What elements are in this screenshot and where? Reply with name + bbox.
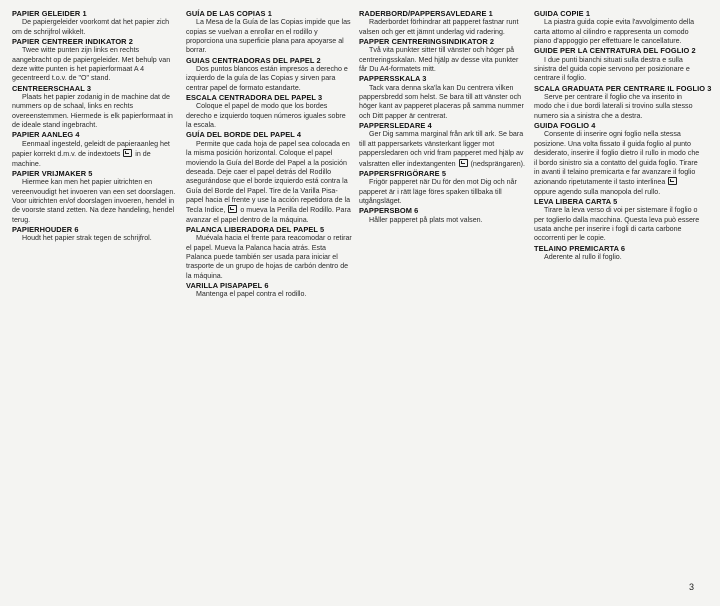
section-heading: TELAINO PREMICARTA 6	[534, 243, 626, 253]
section-heading: RADERBORD/PAPPERSAVLEDARE 1	[359, 9, 493, 18]
section-heading: PAPIER CENTREER INDIKATOR 2	[12, 37, 133, 47]
section-text: Ger Dig samma marginal från ark till ark. Se bara till att pappersarkets vänsterkant ligger mot pappersledaren och vrid fram papperet med hjälp av valsratten eller indextangenten (nedsprängaren).	[359, 130, 525, 168]
section-text: Eenmaal ingesteld, geleidt de papieraanleg het papier korrekt d.m.v. de indextoets in de machine.	[12, 139, 170, 168]
section-text: Dos puntos blancos están impresos a derecho e izquierdo de la guía de las Copias y sirven para centrar papel de formato estandarte.	[186, 65, 348, 92]
section	[186, 225, 352, 281]
section-text: Coloque el papel de modo que los bordes derecho e izquierdo toquen números iguales sobre la escala.	[186, 102, 346, 130]
section-heading: GUÍA DEL BORDE DEL PAPEL 4	[186, 130, 302, 140]
section-heading: VARILLA PISAPAPEL 6	[186, 280, 269, 290]
section	[534, 121, 700, 197]
section	[534, 83, 712, 121]
section-text: Aderente al rullo il foglio.	[544, 252, 622, 261]
section-text: Voor uitrichten en/of doorslagen invoeren, hendel in de voorste stand zetten. Na deze handeling, hendel terug.	[12, 196, 175, 224]
section-text: Hiermee kan men het papier uitrichten en vereenvoudigt het invoeren van een set doorslagen.	[12, 178, 176, 196]
section-text: Twee witte punten zijn links en rechts aangebracht op de papiergeleider. Met behulp van deze witte punten is het papierformaat A 4 gecentreerd t.o.v. de "O" stand.	[12, 46, 171, 83]
column-spanish	[186, 9, 352, 300]
section-heading: PAPIER VRIJMAKER 5	[12, 168, 93, 178]
section-text: La piastra guida copie evita l'avvolgimento della carta attorno al cilindro e rappresenta un comodo piano d'appoggio per effettuare le cancellature.	[534, 18, 695, 46]
section-heading: GUÍA DE LAS COPIAS 1	[186, 9, 272, 18]
section	[186, 93, 352, 130]
section-heading: PALANCA LIBERADORA DEL PAPEL 5	[186, 224, 325, 234]
section	[12, 225, 178, 244]
index-key-icon	[668, 177, 677, 185]
section-heading: PAPPER CENTRERINGSINDIKATOR 2	[359, 37, 495, 47]
section	[12, 169, 178, 225]
section-heading: GUIDA FOGLIO 4	[534, 121, 596, 131]
section-text: De papiergeleider voorkomt dat het papier zich om de schrijfrol wikkelt.	[12, 18, 170, 36]
section	[186, 281, 352, 300]
section	[12, 130, 178, 168]
section-text: Raderbordet förhindrar att papperet fastnar runt valsen och ger ett jämnt underlag vid radering.	[359, 18, 519, 36]
section-heading: PAPIER GELEIDER 1	[12, 9, 87, 18]
section-heading: GUIDA COPIE 1	[534, 9, 591, 18]
section-text: Tack vara denna ska'la kan Du centrera vilken pappersbredd som helst. Se bara till att vänster och höger kant av papperet placeras på samma nummer och Ditt papper är centrerat.	[359, 83, 524, 120]
section	[534, 46, 700, 83]
section	[359, 37, 525, 74]
section-text: Houdt het papier strak tegen de schrijfrol.	[22, 234, 152, 243]
section	[12, 84, 178, 131]
section	[359, 9, 525, 37]
section	[534, 9, 700, 46]
section-heading: PAPPERSFRIGÖRARE 5	[359, 168, 447, 178]
section	[534, 244, 700, 263]
column-dutch	[12, 9, 178, 244]
section-heading: SCALA GRADUATA PER CENTRARE IL FOGLIO 3	[534, 83, 712, 93]
column-swedish	[359, 9, 525, 225]
section-text: Tirare la leva verso di voi per sistemare il foglio o per toglierlo dalla macchina. Questa leva può essere usata anche per inserire i fogli di carta carbone occorrenti per le copie.	[534, 206, 700, 243]
section-text: Muévala hacia el frente para reacomodar o retirar el papel. Mueva la Palanca hacia atrás. Esta Palanca puede también ser usada para iniciar el trasporte de un grupo de hojas de carbón dentro de la máquina.	[186, 234, 352, 280]
section	[534, 197, 700, 244]
section	[12, 9, 178, 37]
section	[359, 206, 525, 225]
section-heading: PAPIER AANLEG 4	[12, 130, 80, 140]
index-key-icon	[228, 205, 237, 213]
section-heading: PAPPERSBOM 6	[359, 206, 419, 216]
section	[359, 121, 525, 169]
section-text: I due punti bianchi situati sulla destra e sulla sinistra del guida copie servono per posizionare e centrare il foglio.	[534, 55, 690, 83]
section-text: Frigör papperet när Du för den mot Dig och når papperet är i rätt läge föres spaken tillbaka till utgångsläget.	[359, 178, 517, 205]
section	[186, 56, 352, 93]
section-text: Plaats het papier zodanig in de machine dat de nummers op de schaal, links en rechts overeenstemmen. Hiermede is elk papierformaat in de ideale stand ingebracht.	[12, 93, 173, 130]
section-text: Permite que cada hoja de papel sea colocada en la misma posición horizontal. Coloque el papel moviendo la Guía del Borde del Papel a la posición deseada. Deje caer el papel detrás del Rodillo asegurándose que el borde izquierdo está contra la Guía del Borde del Papel. Tire de la Varilla Pisa-papel hacia el frente y use la acción repetidora de la Tecla Indice, o mueva la Perilla del Rodillo. Para avanzar el papel dentro de la máquina.	[186, 139, 351, 224]
section	[186, 9, 352, 56]
index-key-icon	[123, 149, 132, 157]
section-text: Två vita punkter sitter till vänster och höger på centreringsskalan. Med hjälp av desse vita punkter får Du A4-formatets mitt.	[359, 46, 519, 74]
section-heading: PAPIERHOUDER 6	[12, 224, 79, 234]
page-number: 3	[688, 582, 694, 592]
section	[359, 74, 525, 121]
section-text: Serve per centrare il foglio che va inserito in modo che i due bordi laterali si trovino sulla stesso numero sia a sinistra che a destra.	[534, 93, 693, 120]
section-heading: CENTREERSCHAAL 3	[12, 83, 92, 93]
section-text: Consente di inserire ogni foglio nella stessa posizione. Una volta fissato il guida foglio al punto desiderato, inserire il foglio dietro il rullo in modo che il bordo sinistro sia a contatto del guida foglio. Tirare in avanti il telaino premicarta e far avanzare il foglio azionando ripetutamente il tasto interlinea oppure agendo sulla manopola del rullo.	[534, 130, 700, 196]
section-heading: PAPPERSSKALA 3	[359, 74, 427, 84]
section-heading: ESCALA CENTRADORA DEL PAPEL 3	[186, 93, 323, 103]
section-text: La Mesa de la Guía de las Copias impide que las copias se vuelvan a enrollar en el rodillo y proporciona una superficie plana para apoyarse al borrar.	[186, 18, 351, 55]
section-heading: PAPPERSLEDARE 4	[359, 121, 432, 131]
section-text: Håller papperet på plats mot valsen.	[369, 215, 483, 224]
section-heading: GUIDE PER LA CENTRATURA DEL FOGLIO 2	[534, 46, 696, 56]
section	[12, 37, 178, 84]
section-heading: LEVA LIBERA CARTA 5	[534, 196, 618, 206]
index-key-icon	[459, 159, 468, 167]
section	[359, 169, 525, 206]
section	[186, 130, 352, 224]
section-text: Mantenga el papel contra el rodillo.	[196, 290, 307, 299]
section-heading: GUIAS CENTRADORAS DEL PAPEL 2	[186, 55, 321, 65]
column-italian	[534, 9, 712, 262]
